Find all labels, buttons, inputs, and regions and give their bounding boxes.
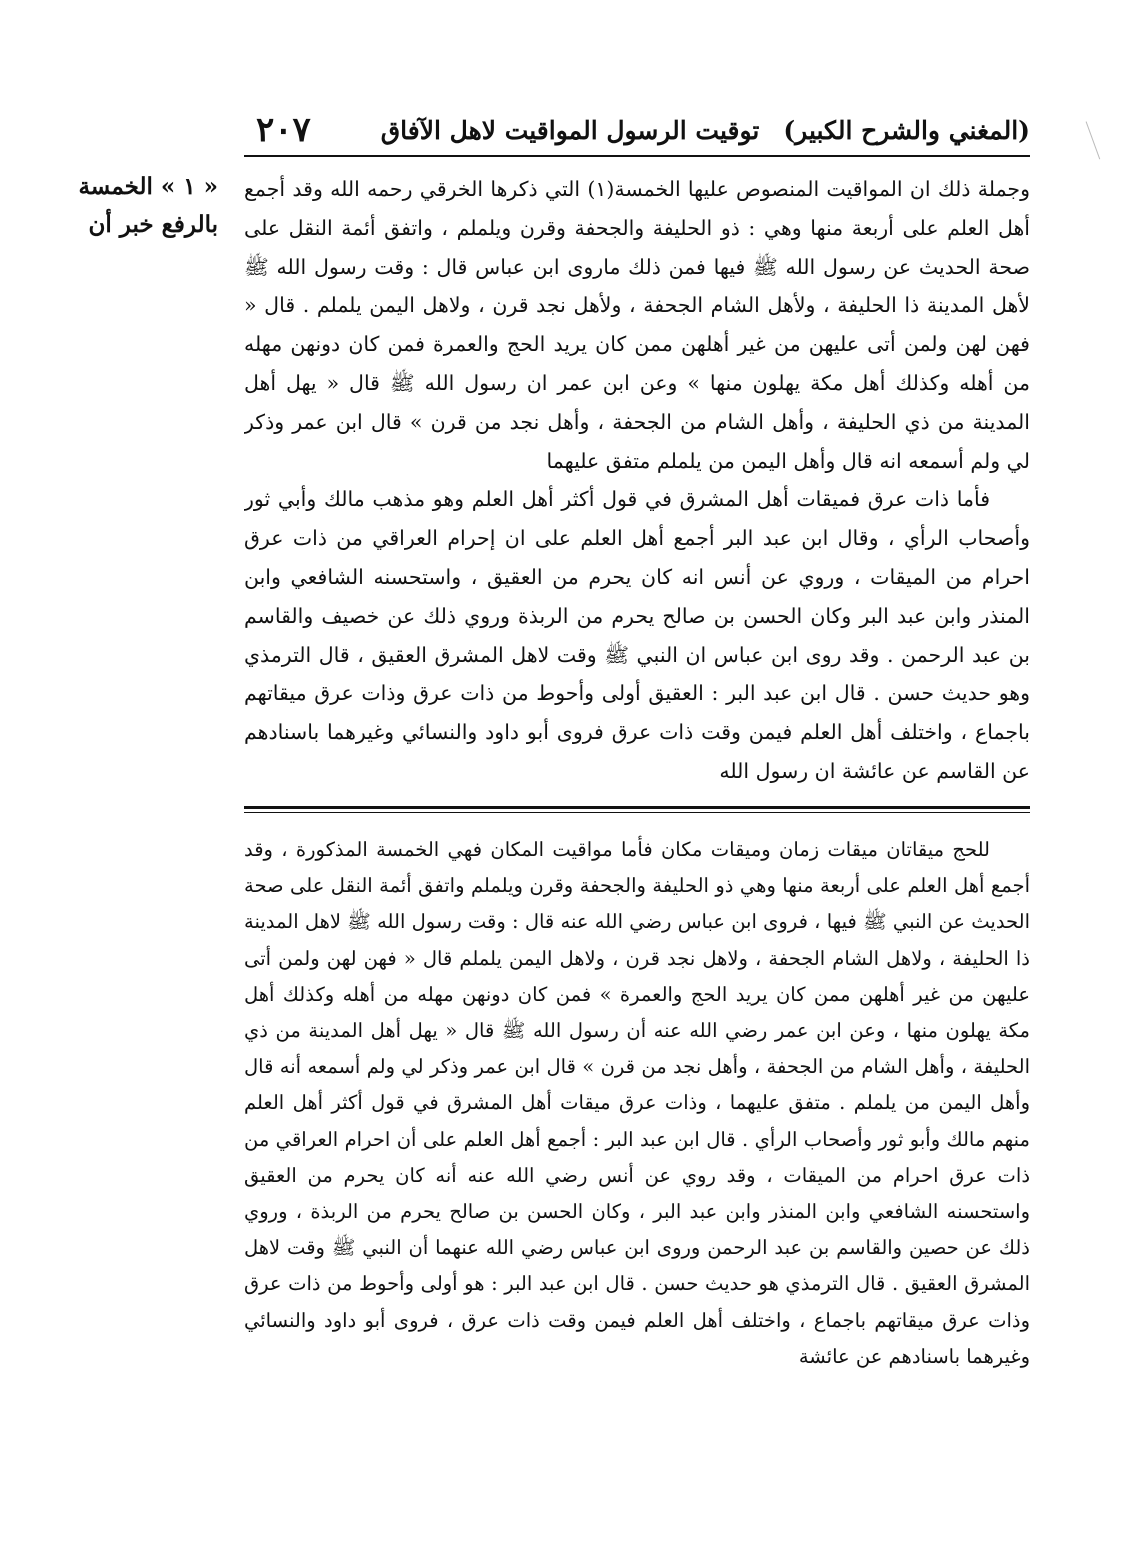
margin-note-line-1: « ١ » الخمسة <box>78 173 218 200</box>
chapter-title: توقيت الرسول المواقيت لاهل الآفاق <box>380 115 760 145</box>
section-divider <box>244 806 1030 813</box>
main-text <box>244 170 1030 792</box>
margin-note <box>38 168 218 244</box>
margin-note-line-2: بالرفع خبر أن <box>88 211 218 238</box>
main-paragraph-1: وجملة ذلك ان المواقيت المنصوص عليها الخمسة(١) التي ذكرها الخرقي رحمه الله وقد أجمع أهل العلم على أربعة منها وهي : ذو الحليفة والجحفة وقرن ويلملم ، واتفق أئمة النقل على صحة الحديث عن رسول الله ﷺ فيها فمن ذلك ماروى ابن عباس قال : وقت رسول الله ﷺ لأهل المدينة ذا الحليفة ، ولأهل الشام الجحفة ، ولأهل نجد قرن ، ولاهل اليمن يلملم . قال « فهن لهن ولمن أتى عليهن من غير أهلهن ممن كان يريد الحج والعمرة فمن كان دونهن مهله من أهله وكذلك أهل مكة يهلون منها » وعن ابن عمر ان رسول الله ﷺ قال « يهل أهل المدينة من ذي الحليفة ، وأهل الشام من الجحفة ، وأهل نجد من قرن » قال ابن عمر وذكر لي ولم أسمعه انه قال وأهل اليمن من يلملم متفق عليهما <box>244 177 1030 473</box>
book-title: (المغني والشرح الكبير) <box>783 115 1030 145</box>
main-paragraph-2: فأما ذات عرق فميقات أهل المشرق في قول أكثر أهل العلم وهو مذهب مالك وأبي ثور وأصحاب الرأي ، وقال ابن عبد البر أجمع أهل العلم على ان إحرام العراقي من ذات عرق احرام من الميقات ، وروي عن أنس انه كان يحرم من العقيق ، واستحسنه الشافعي وابن المنذر وابن عبد البر وكان الحسن بن صالح يحرم من الربذة وروي ذلك عن خصيف والقاسم بن عبد الرحمن . وقد روى ابن عباس ان النبي ﷺ وقت لاهل المشرق العقيق ، قال الترمذي وهو حديث حسن . قال ابن عبد البر : العقيق أولى وأحوط من ذات عرق وذات عرق ميقاتهم باجماع ، واختلف أهل العلم فيمن وقت ذات عرق فروى أبو داود والنسائي وغيرهما باسنادهم عن القاسم عن عائشة ان رسول الله <box>244 487 1030 783</box>
header-rule <box>244 155 1030 157</box>
commentary-text <box>244 832 1030 1462</box>
scan-artifact <box>1086 117 1114 160</box>
commentary-paragraph-1: للحج ميقاتان ميقات زمان وميقات مكان فأما مواقيت المكان فهي الخمسة المذكورة ، وقد أجمع أهل العلم على أربعة منها وهي ذو الحليفة والجحفة وقرن ويلملم واتفق أئمة النقل على صحة الحديث عن النبي ﷺ فيها ، فروى ابن عباس رضي الله عنه قال : وقت رسول الله ﷺ لاهل المدينة ذا الحليفة ، ولاهل الشام الجحفة ، ولاهل نجد قرن ، ولاهل اليمن يلملم قال « فهن لهن ولمن أتى عليهن من غير أهلهن ممن كان يريد الحج والعمرة » فمن كان دونهن مهله من أهله وكذلك أهل مكة يهلون منها ، وعن ابن عمر رضي الله عنه أن رسول الله ﷺ قال « يهل أهل المدينة من ذي الحليفة ، وأهل الشام من الجحفة ، وأهل نجد من قرن » قال ابن عمر وذكر لي ولم أسمعه أنه قال وأهل اليمن من يلملم . متفق عليهما ، وذات عرق ميقات أهل المشرق في قول أكثر أهل العلم منهم مالك وأبو ثور وأصحاب الرأي . قال ابن عبد البر : أجمع أهل العلم على أن احرام العراقي من ذات عرق احرام من الميقات ، وقد روي عن أنس رضي الله عنه أنه كان يحرم من العقيق واستحسنه الشافعي وابن المنذر وابن عبد البر ، وكان الحسن بن صالح يحرم من الربذة ، وروي ذلك عن حصين والقاسم بن عبد الرحمن وروى ابن عباس رضي الله عنهما أن النبي ﷺ وقت لاهل المشرق العقيق . قال الترمذي هو حديث حسن . قال ابن عبد البر : هو أولى وأحوط من ذات عرق وذات عرق ميقاتهم باجماع ، واختلف أهل العلم فيمن وقت ذات عرق ، فروى أبو داود والنسائي وغيرهما باسنادهم عن عائشة <box>244 838 1030 1368</box>
page-header <box>244 108 1030 152</box>
page-number: ٢٠٧ <box>256 110 311 150</box>
